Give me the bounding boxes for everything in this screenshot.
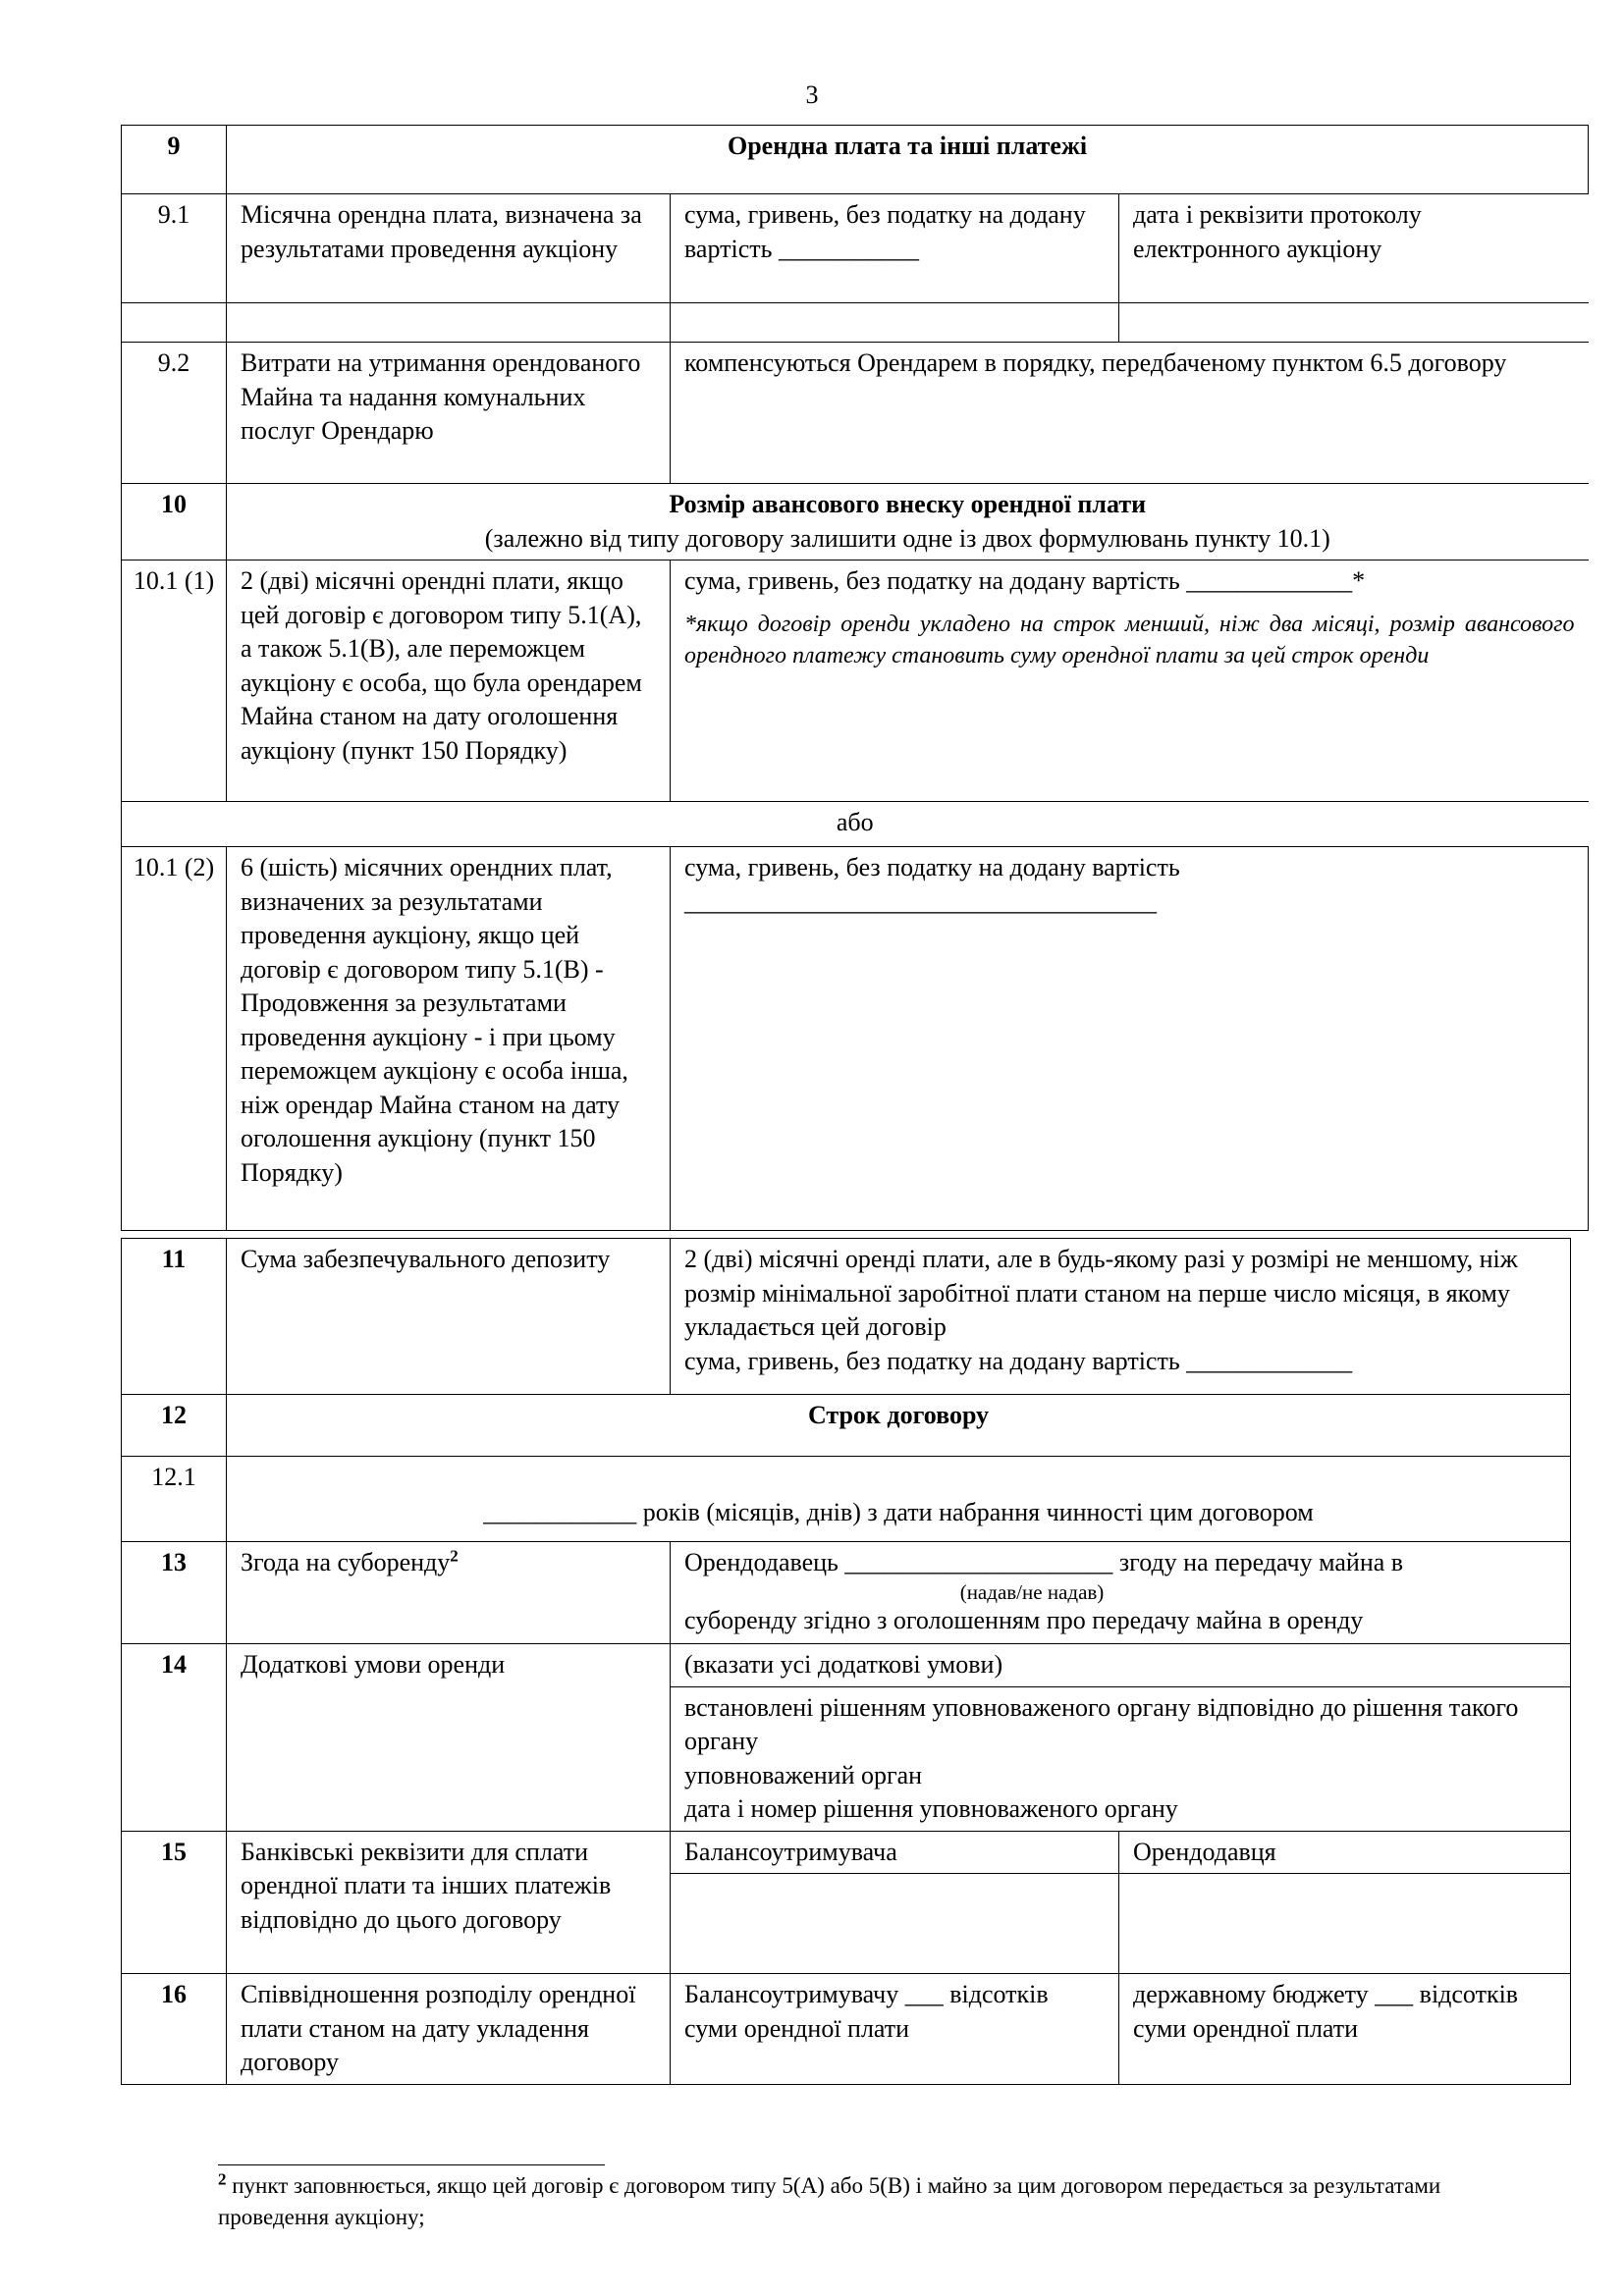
row-label: Додаткові умови оренди [227, 1644, 671, 1832]
column-header: Орендодавця [1119, 1831, 1571, 1874]
section-number: 10 [122, 484, 227, 561]
row-number: 10.1 (1) [122, 561, 227, 802]
row-value-cell [671, 561, 1589, 802]
share-cell: державному бюджету ___ відсотків суми орендної плати [1119, 1974, 1571, 2085]
section-number: 12 [122, 1395, 227, 1457]
row-label: 6 (шість) місячних орендних плат, визначених за результатами проведення аукціону, якщо цей договір є договором типу 5.1(В) - Продовження за результатами проведення аукціону - і при цьому переможцем аукціону є особа інша, ніж орендар Майна станом на дату оголошення аукціону (пункт 150 Порядку) [227, 847, 671, 1231]
footnote-ref: 2 [450, 1546, 459, 1566]
section-subtitle: (залежно від типу договору залишити одне із двох формулювань пункту 10.1) [484, 523, 1330, 553]
empty-cell [1119, 1874, 1571, 1974]
row-label: Місячна орендна плата, визначена за результатами проведення аукціону [227, 194, 671, 303]
empty-cell [671, 303, 1119, 343]
section-number: 16 [122, 1974, 227, 2085]
section-number: 14 [122, 1644, 227, 1832]
row-value-cell [671, 1239, 1571, 1395]
empty-cell [1119, 303, 1589, 343]
conditions-line: дата і номер рішення уповноваженого органу [684, 1794, 1178, 1823]
amount-field: сума, гривень, без податку на додану вартість ___________ [671, 194, 1119, 303]
row-value: сума, гривень, без податку на додану вартість [684, 853, 1180, 881]
section-number: 11 [122, 1239, 227, 1395]
row-label: Співвідношення розподілу орендної плати станом на дату укладення договору [227, 1974, 671, 2085]
section-number: 15 [122, 1831, 227, 1974]
consent-line: Орендодавець _____________________ згоду на передачу майна в [684, 1548, 1404, 1576]
or-separator: або [122, 802, 1589, 847]
row-label: 2 (дві) місячні орендні плати, якщо цей договір є договором типу 5.1(А), а також 5.1(В), але переможцем аукціону є особа, що була орендарем Майна станом на дату оголошення аукціону (пункт 150 Порядку) [227, 561, 671, 802]
empty-cell [227, 303, 671, 343]
row-label: Сума забезпечувального депозиту [227, 1239, 671, 1395]
section-title: Строк договору [227, 1395, 1571, 1457]
blank-line: _____________________________________ [684, 886, 1157, 916]
row-value-amount: сума, гривень, без податку на додану вартість _____________ [684, 1346, 1353, 1375]
empty-cell [122, 303, 227, 343]
row-label-cell [227, 1542, 671, 1644]
conditions-cell [671, 1686, 1571, 1831]
row-value-cell [671, 1542, 1571, 1644]
footnote-divider [218, 2164, 605, 2165]
footnote [218, 2170, 1524, 2233]
section-number: 9 [122, 126, 227, 194]
row-value-cell [671, 847, 1589, 1231]
page-number: 3 [805, 80, 819, 109]
conditions-hint: (вказати усі додаткові умови) [671, 1644, 1571, 1687]
footnote-text: пункт заповнюється, якщо цей договір є договором типу 5(А) або 5(В) і майно за цим договором передається за результатами проведення аукціону; [218, 2173, 1441, 2229]
consent-line-2: суборенду згідно з оголошенням про передачу майна в оренду [684, 1605, 1364, 1634]
row-label: Банківські реквізити для сплати орендної плати та інших платежів відповідно до цього договору [227, 1831, 671, 1974]
column-header: Балансоутримувача [671, 1831, 1119, 1874]
row-number: 10.1 (2) [122, 847, 227, 1231]
section-title: Орендна плата та інші платежі [227, 126, 1589, 194]
row-number: 9.2 [122, 343, 227, 484]
row-value: 2 (дві) місячні оренді плати, але в будь-якому разі у розмірі не меншому, ніж розмір мінімальної заробітної плати станом на перше число місяця, в якому укладається цей договір [684, 1245, 1518, 1341]
terms-table [121, 1238, 1571, 2085]
row-number: 9.1 [122, 194, 227, 303]
section-title-cell [227, 484, 1589, 561]
section-title: Розмір авансового внеску орендної плати [669, 490, 1147, 518]
section-number: 13 [122, 1542, 227, 1644]
term-value: ____________ років (місяців, днів) з дати набрання чинності цим договором [227, 1457, 1571, 1542]
consent-hint: (надав/не надав) [959, 1579, 1105, 1604]
row-note: *якщо договір оренди укладено на строк менший, ніж два місяці, розмір авансового орендного платежу становить суму орендної плати за цей строк оренди [684, 611, 1575, 668]
empty-cell [671, 1874, 1119, 1974]
row-label: Витрати на утримання орендованого Майна та надання комунальних послуг Орендарю [227, 343, 671, 484]
protocol-field: дата і реквізити протоколу електронного аукціону [1119, 194, 1589, 303]
row-value: сума, гривень, без податку на додану вартість _____________* [684, 566, 1366, 595]
footnote-mark: 2 [218, 2169, 227, 2189]
conditions-line: уповноважений орган [684, 1760, 923, 1789]
rent-table [121, 125, 1589, 1231]
share-cell: Балансоутримувачу ___ відсотків суми орендної плати [671, 1974, 1119, 2085]
row-label: Згода на суборенду [241, 1548, 451, 1576]
conditions-line: встановлені рішенням уповноваженого органу відповідно до рішення такого органу [684, 1692, 1519, 1755]
row-number: 12.1 [122, 1457, 227, 1542]
row-value: компенсуються Орендарем в порядку, передбаченому пунктом 6.5 договору [671, 343, 1589, 484]
